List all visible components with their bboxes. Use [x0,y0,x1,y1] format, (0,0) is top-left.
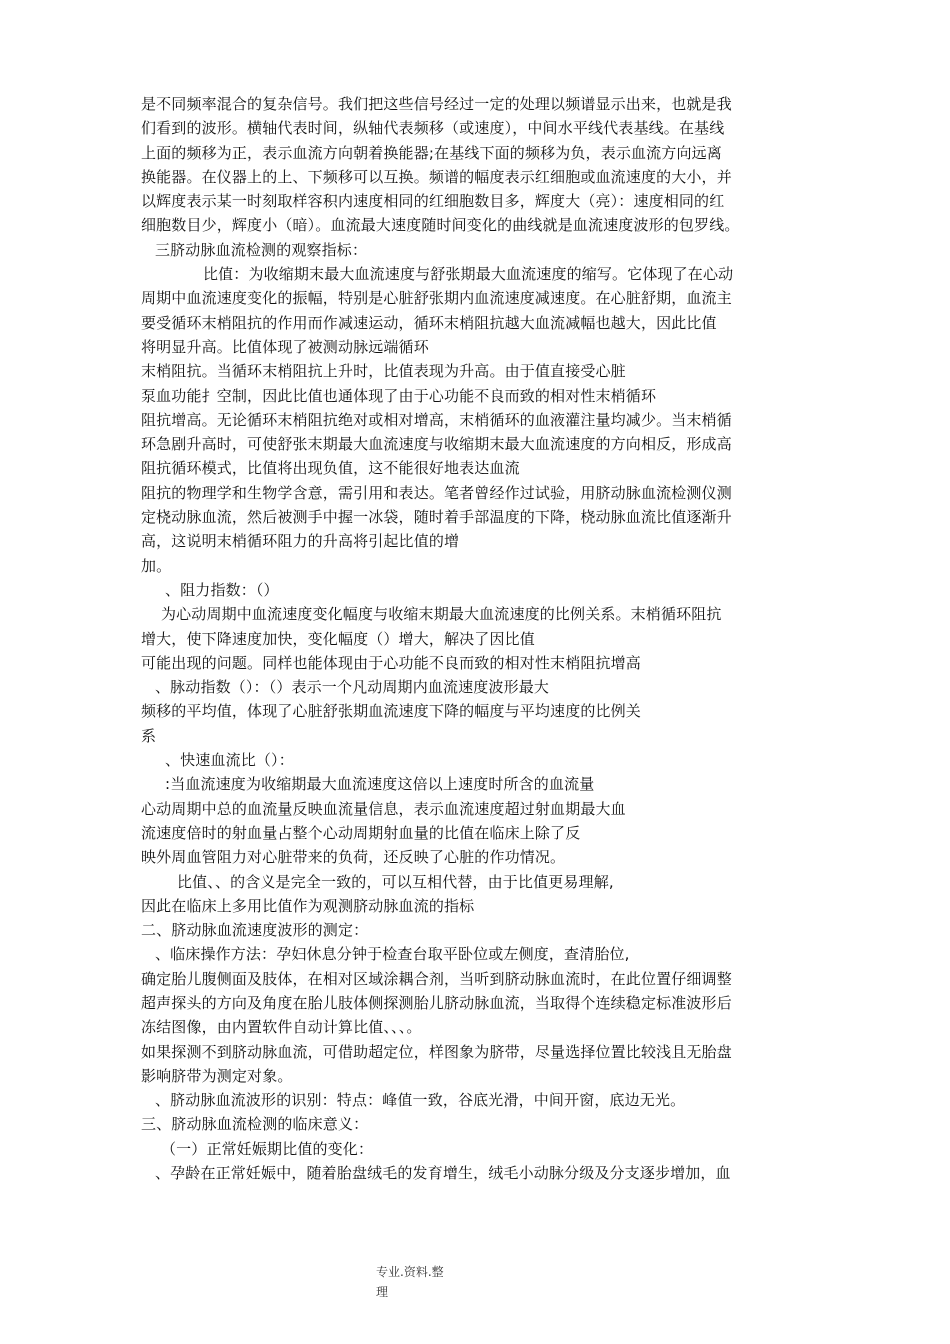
text-line: 流速度倍时的射血量占整个心动周期射血量的比值在临床上除了反 [141,823,581,842]
footer-line: 专业.资料.整 [376,1265,444,1279]
text-line: 超声探头的方向及角度在胎儿肢体侧探测胎儿脐动脉血流，当取得个连续稳定标准波形后 [141,993,732,1012]
text-line: 因此在临床上多用比值作为观测脐动脉血流的指标 [141,896,475,915]
text-line: 细胞数目少，辉度小（暗）。血流最大速度随时间变化的曲线就是血流速度波形的包罗线。 [141,216,740,235]
text-line: 阻抗的物理学和生物学含意，需引用和表达。笔者曾经作过试验，用脐动脉血流检测仪测 [141,483,732,502]
text-line: 影响脐带为测定对象。 [141,1066,293,1085]
text-line: 阻抗增高。无论循环末梢阻抗绝对或相对增高，末梢循环的血液灌注量均减少。当末梢循 [141,410,732,429]
text-line: 换能器。在仪器上的上、下频移可以互换。频谱的幅度表示红细胞或血流速度的大小，并 [141,167,732,186]
section-heading: 三、脐动脉血流检测的临床意义： [141,1115,369,1134]
section-heading: 二、脐动脉血流速度波形的测定： [141,921,369,940]
text-line: :当血流速度为收缩期最大血流速度这倍以上速度时所含的血流量 [165,775,595,794]
footer-line: 理 [376,1285,389,1299]
text-line: 比值：为收缩期末最大血流速度与舒张期最大血流速度的缩写。它体现了在心动 [203,265,734,284]
text-line: 阻抗循环模式，比值将出现负值，这不能很好地表达血流 [141,459,520,478]
text-line: 高，这说明末梢循环阻力的升高将引起比值的增 [141,532,460,551]
text-line: 冻结图像，由内置软件自动计算比值、、、。 [141,1018,422,1037]
text-line: 们看到的波形。横轴代表时间，纵轴代表频移（或速度），中间水平线代表基线。在基线 [141,119,725,138]
text-line: 映外周血管阻力对心脏带来的负荷，还反映了心脏的作功情况。 [141,848,566,867]
text-line: 为心动周期中血流速度变化幅度与收缩末期最大血流速度的比例关系。末梢循环阻抗 [161,605,722,624]
text-line: 、孕龄在正常妊娠中，随着胎盘绒毛的发育增生，绒毛小动脉分级及分支逐步增加，血 [155,1164,731,1183]
subsection-heading: 、快速血流比（）： [165,751,294,770]
page-footer [376,1262,526,1302]
text-line: 环急剧升高时，可使舒张末期最大血流速度与收缩期末最大血流速度的方向相反，形成高 [141,435,732,454]
text-line: 如果探测不到脐动脉血流，可借助超定位，样图象为脐带，尽量选择位置比较浅且无胎盘 [141,1042,732,1061]
subsection-heading: 、脐动脉血流波形的识别：特点：峰值一致，谷底光滑，中间开窗，底边无光。 [155,1091,686,1110]
text-line: 心动周期中总的血流量反映血流量信息，表示血流速度超过射血期最大血 [141,799,626,818]
text-line: 可能出现的问题。同样也能体现由于心功能不良而致的相对性末梢阻抗增高 [141,653,641,672]
section-heading: 三脐动脉血流检测的观察指标： [155,240,368,259]
text-line: 确定胎儿腹侧面及肢体，在相对区域涂耦合剂，当听到脐动脉血流时，在此位置仔细调整 [141,969,732,988]
text-line: 频移的平均值，体现了心脏舒张期血流速度下降的幅度与平均速度的比例关 [141,702,641,721]
subsection-heading: 、阻力指数：（） [165,580,279,599]
text-line: 末梢阻抗。当循环末梢阻抗上升时，比值表现为升高。由于值直接受心脏 [141,362,626,381]
text-line: 要受循环末梢阻抗的作用而作减速运动，循环末梢阻抗越大血流减幅也越大，因此比值 [141,313,717,332]
text-line: 系 [141,726,157,745]
text-line: 增大，使下降速度加快，变化幅度（）增大，解决了因比值 [141,629,535,648]
text-line: 定桡动脉血流，然后被测手中握一冰袋，随时着手部温度的下降，桡动脉血流比值逐渐升 [141,508,732,527]
text-line: 泵血功能扌空制，因此比值也通体现了由于心功能不良而致的相对性末梢循环 [141,386,657,405]
document-body [141,92,821,1185]
text-line: 周期中血流速度变化的振幅，特别是心脏舒张期内血流速度减速度。在心脏舒期，血流主 [141,289,732,308]
text-line: 加。 [141,556,172,575]
subsection-heading: （一）正常妊娠期比值的变化： [161,1139,374,1158]
text-line: 将明显升高。比值体现了被测动脉远端循环 [141,337,429,356]
subsection-heading: 、脉动指数（）：（）表示一个凡动周期内血流速度波形最大 [155,678,550,697]
text-line: 以辉度表示某一时刻取样容积内速度相同的红细胞数目多，辉度大（亮）：速度相同的红 [141,192,725,211]
text-line: 上面的频移为正，表示血流方向朝着换能器;在基线下面的频移为负，表示血流方向远离 [141,143,722,162]
subsection-heading: 、临床操作方法：孕妇休息分钟于检查台取平卧位或左侧度，查清胎位, [155,945,630,964]
text-line: 是不同频率混合的复杂信号。我们把这些信号经过一定的处理以频谱显示出来，也就是我 [141,95,732,113]
text-line: 比值、、的含义是完全一致的，可以互相代替，由于比值更易理解, [177,872,614,891]
